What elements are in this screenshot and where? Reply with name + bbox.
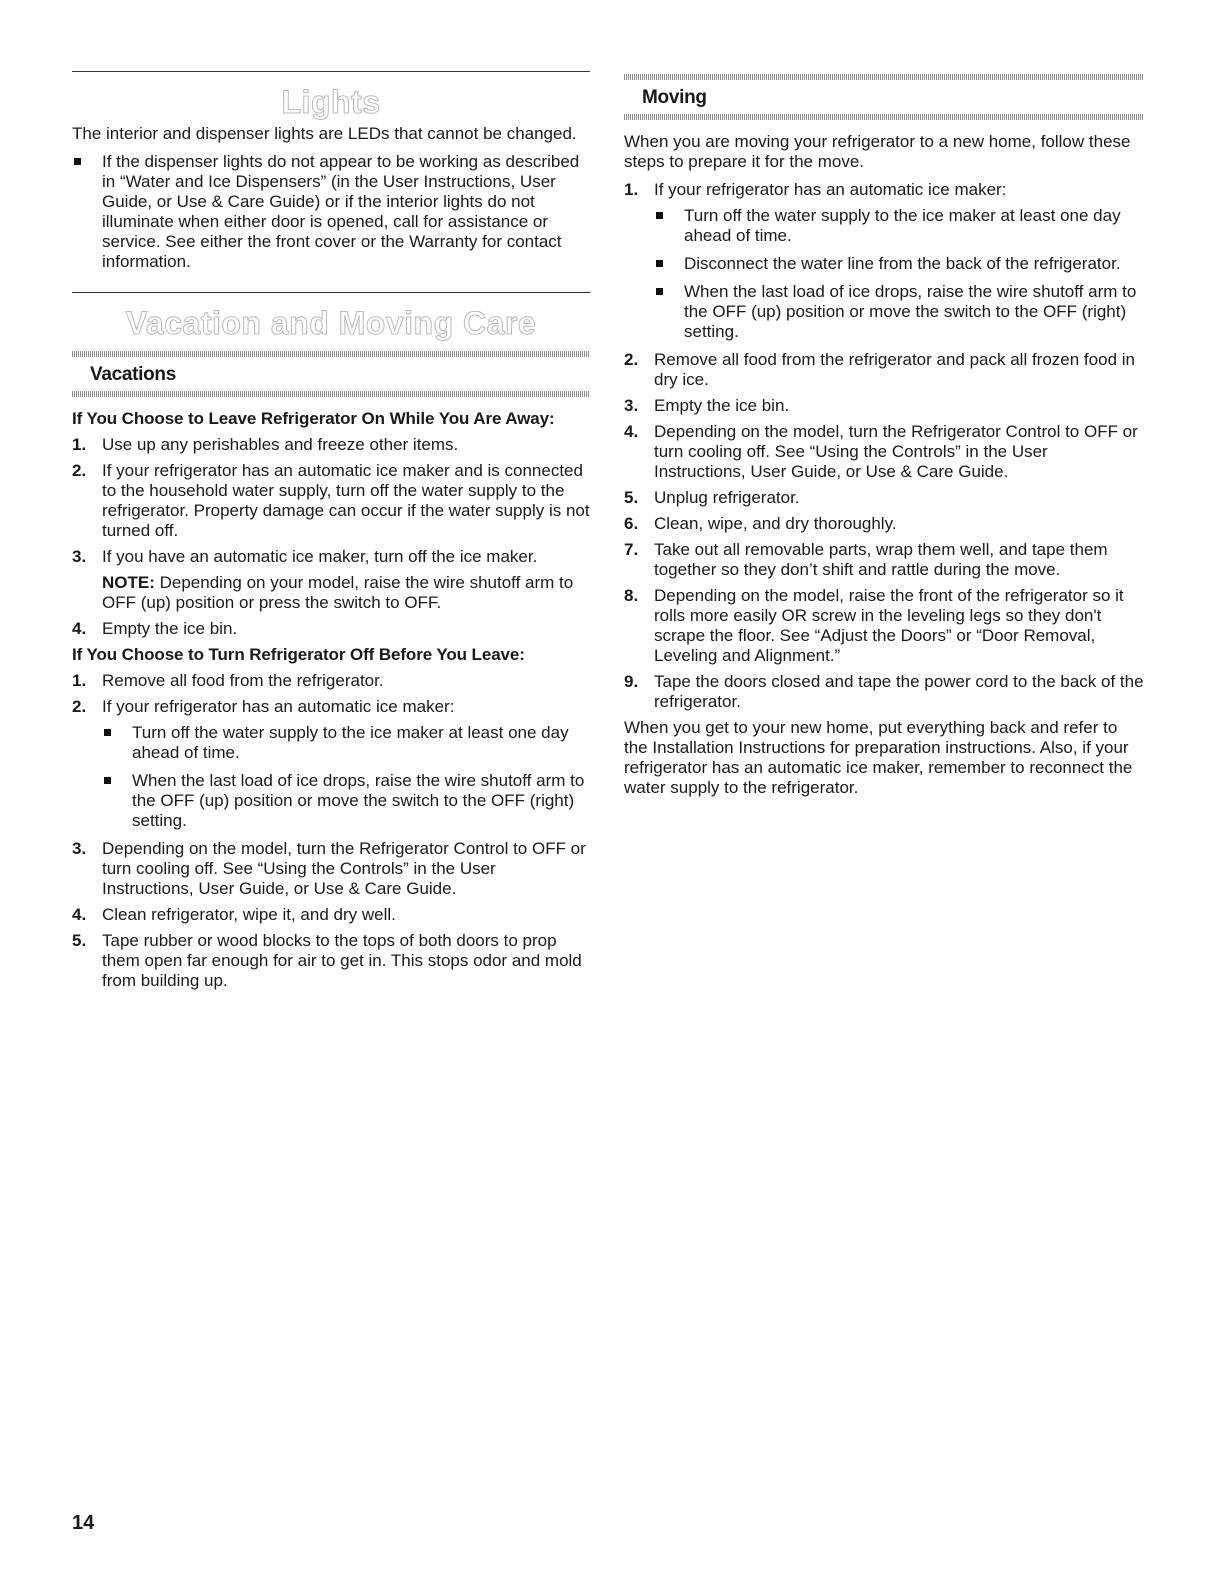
bullet-square-icon	[656, 212, 663, 219]
vacations-on-steps	[72, 435, 590, 639]
lights-bullet-list	[72, 152, 590, 272]
page-number: 14	[72, 1512, 95, 1534]
moving-sub-bullets	[654, 206, 1144, 342]
list-item: Turn off the water supply to the ice maker at least one day ahead of time.	[102, 723, 590, 763]
list-item: 4. Clean refrigerator, wipe it, and dry well.	[72, 905, 396, 924]
list-item: 4. Empty the ice bin.	[72, 619, 238, 638]
moving-intro: When you are moving your refrigerator to a new home, follow these steps to prepare it for the move.	[624, 132, 1131, 171]
list-item: 2. If your refrigerator has an automatic ice maker and is connected to the household water supply, turn off the water supply to the refrigerator. Property damage can occur if the water supply is not turned off.	[72, 461, 590, 540]
right-column	[624, 0, 1144, 798]
vacations-off-steps	[72, 671, 590, 991]
list-item: 6. Clean, wipe, and dry thoroughly.	[624, 514, 897, 533]
bullet-square-icon	[104, 729, 111, 736]
off-sub-bullets	[102, 723, 590, 831]
list-item: 5. Tape rubber or wood blocks to the tops of both doors to prop them open far enough for air to get in. This stops odor and mold from building up.	[72, 931, 582, 990]
list-item: Turn off the water supply to the ice maker at least one day ahead of time.	[654, 206, 1144, 246]
lights-intro: The interior and dispenser lights are LEDs that cannot be changed.	[72, 124, 577, 143]
list-item: 9. Tape the doors closed and tape the power cord to the back of the refrigerator.	[624, 672, 1144, 711]
list-item: 1. If your refrigerator has an automatic ice maker: Turn off the water supply to the ice maker at least one day ahead of time. Disconnect the water line from the back of the refrigerator. When the last load of ice drops, raise the wire shutoff arm to the OFF (up) position or move the switch to the OFF (right) setting.	[624, 180, 1144, 342]
lights-heading: Lights	[281, 84, 381, 120]
list-item: If the dispenser lights do not appear to be working as described in “Water and Ice Dispensers” (in the User Instructions, User Guide, or Use & Care Guide) or if the interior lights do not illuminate when either door is opened, call for assistance or service. See either the front cover or the Warranty for contact information.	[72, 152, 590, 272]
vacations-heading: Vacations	[90, 364, 177, 385]
list-item: 8. Depending on the model, raise the front of the refrigerator so it rolls more easily OR screw in the leveling legs so they don't scrape the floor. See “Adjust the Doors” or “Door Removal, Leveling and Alignment.”	[624, 586, 1124, 665]
list-item: 3. Empty the ice bin.	[624, 396, 790, 415]
list-item: 3. If you have an automatic ice maker, turn off the ice maker. NOTE: Depending on your model, raise the wire shutoff arm to OFF (up) position or press the switch to OFF.	[72, 547, 590, 613]
bullet-square-icon	[656, 288, 663, 295]
list-item: 3. Depending on the model, turn the Refrigerator Control to OFF or turn cooling off. See “Using the Controls” in the User Instructions, User Guide, or Use & Care Guide.	[72, 839, 586, 898]
list-item: 2. Remove all food from the refrigerator and pack all frozen food in dry ice.	[624, 350, 1135, 389]
note-text: Depending on your model, raise the wire shutoff arm to OFF (up) position or press the switch to OFF.	[102, 573, 574, 612]
list-item: 1. Use up any perishables and freeze other items.	[72, 435, 459, 454]
left-column	[72, 0, 590, 997]
moving-heading: Moving	[642, 87, 707, 108]
vacation-moving-heading: Vacation and Moving Care	[125, 305, 537, 341]
list-item: 1. Remove all food from the refrigerator.	[72, 671, 384, 690]
list-item: 5. Unplug refrigerator.	[624, 488, 800, 507]
moving-steps	[624, 180, 1144, 712]
bullet-square-icon	[656, 260, 663, 267]
list-item: Disconnect the water line from the back of the refrigerator.	[654, 254, 1144, 274]
list-item: 2. If your refrigerator has an automatic ice maker: Turn off the water supply to the ice maker at least one day ahead of time. When the last load of ice drops, raise the wire shutoff arm to the OFF (up) position or move the switch to the OFF (right) setting.	[72, 697, 590, 831]
list-item: 4. Depending on the model, turn the Refrigerator Control to OFF or turn cooling off. See “Using the Controls” in the User Instructions, User Guide, or Use & Care Guide.	[624, 422, 1138, 481]
list-item: 7. Take out all removable parts, wrap them well, and tape them together so they don’t shift and rattle during the move.	[624, 540, 1108, 579]
bullet-square-icon	[104, 777, 111, 784]
list-item: When the last load of ice drops, raise the wire shutoff arm to the OFF (up) position or move the switch to the OFF (right) setting.	[102, 771, 590, 831]
note	[102, 573, 590, 613]
note-label: NOTE:	[102, 573, 155, 592]
moving-outro: When you get to your new home, put everything back and refer to the Installation Instructions for preparation instructions. Also, if your refrigerator has an automatic ice maker, remember to reconnect the water supply to the refrigerator.	[624, 718, 1133, 797]
list-item: When the last load of ice drops, raise the wire shutoff arm to the OFF (up) position or move the switch to the OFF (right) setting.	[654, 282, 1144, 342]
bullet-square-icon	[74, 158, 81, 165]
vacations-off-heading: If You Choose to Turn Refrigerator Off Before You Leave:	[72, 645, 525, 664]
vacations-on-heading: If You Choose to Leave Refrigerator On While You Are Away:	[72, 409, 555, 428]
